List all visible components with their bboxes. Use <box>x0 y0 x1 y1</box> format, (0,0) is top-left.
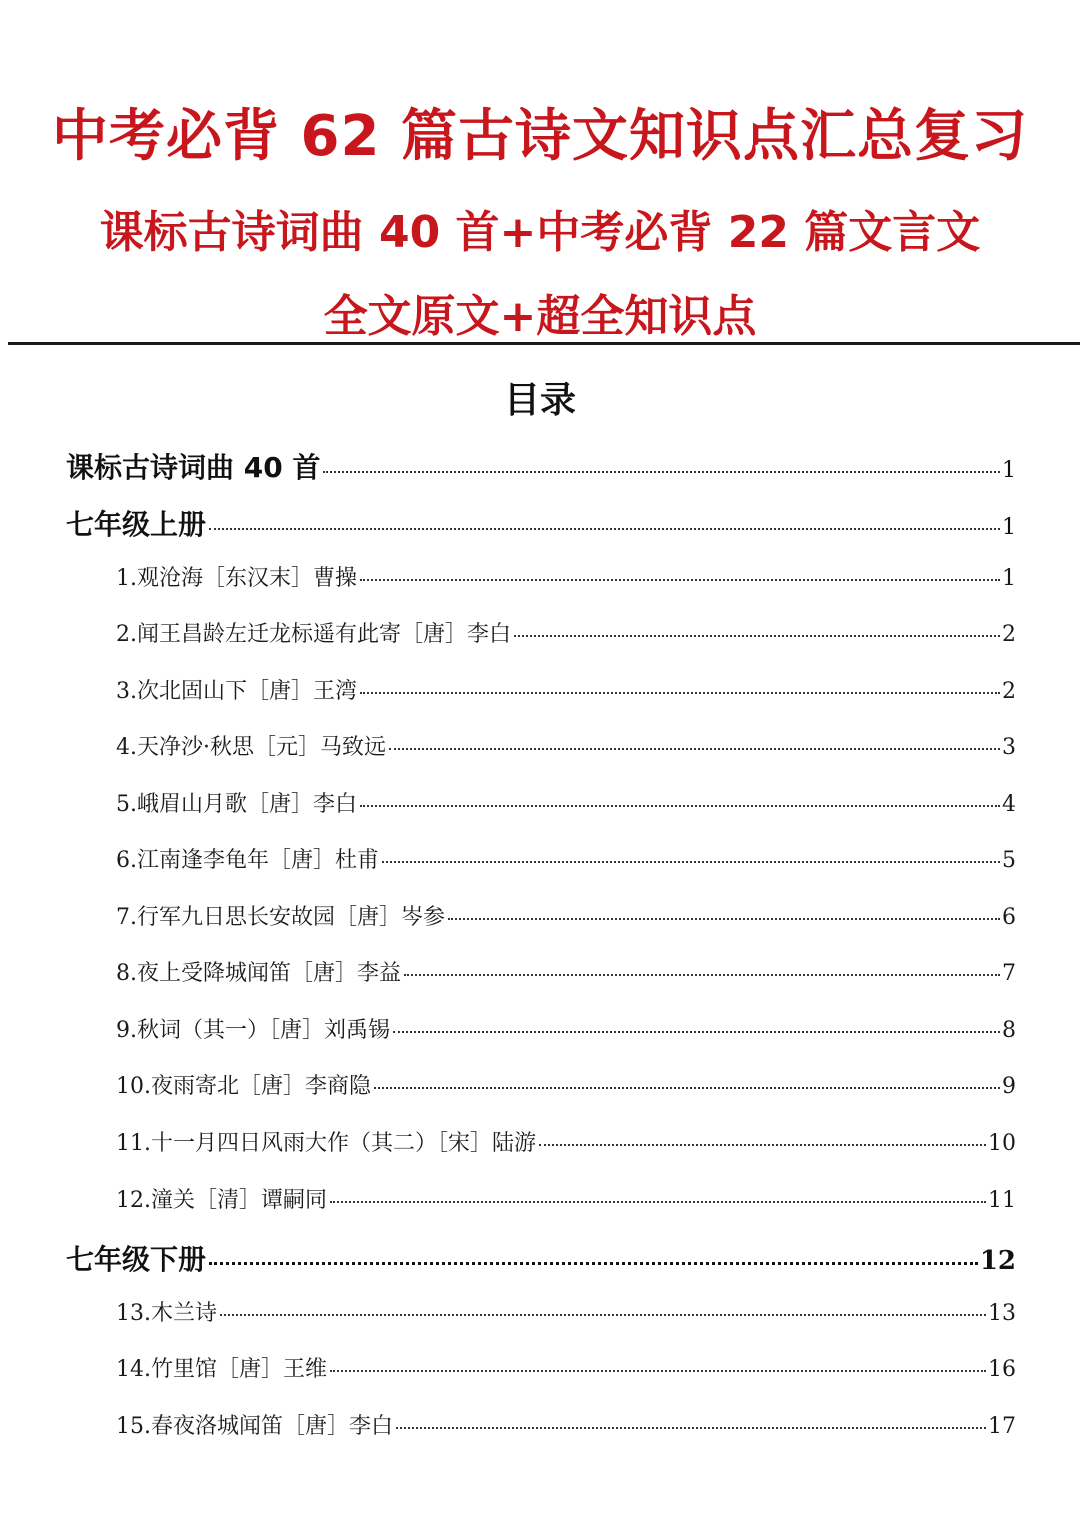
toc-entry-label: 14.竹里馆［唐］王维 <box>116 1357 327 1382</box>
toc-page-number: 2 <box>1002 679 1016 704</box>
toc-entry-label: 12.潼关［清］谭嗣同 <box>116 1188 327 1213</box>
toc-page-number: 9 <box>1002 1074 1016 1099</box>
toc-entry-label: 1.观沧海［东汉末］曹操 <box>116 566 357 591</box>
toc-entry-label: 课标古诗词曲 40 首 <box>66 451 321 484</box>
toc-section-poetry[interactable] <box>66 446 1016 486</box>
toc-item[interactable] <box>116 730 1016 761</box>
toc-page-number: 7 <box>1002 961 1016 986</box>
toc-page-number: 3 <box>1002 735 1016 760</box>
toc-item[interactable] <box>116 674 1016 705</box>
subtitle-secondary: 全文原文+超全知识点 <box>323 291 757 342</box>
dot-leader <box>404 974 1000 976</box>
toc-item[interactable] <box>116 561 1016 592</box>
dot-leader <box>514 635 1000 637</box>
toc-page-number: 16 <box>988 1357 1016 1382</box>
toc-item[interactable] <box>116 956 1016 987</box>
toc-item[interactable] <box>116 1296 1016 1327</box>
toc-entry-label: 9.秋词（其一）［唐］刘禹锡 <box>116 1018 390 1043</box>
toc-entry-label: 七年级上册 <box>66 508 207 541</box>
toc-section-grade7-vol2[interactable] <box>66 1238 1016 1278</box>
subtitle: 课标古诗词曲 40 首+中考必背 22 篇文言文 <box>99 207 981 258</box>
dot-leader <box>220 1314 986 1316</box>
toc-item[interactable] <box>116 1409 1016 1440</box>
dot-leader <box>360 579 1000 581</box>
dot-leader <box>209 528 1000 530</box>
dot-leader <box>360 805 1000 807</box>
toc-page-number: 12 <box>979 1246 1016 1276</box>
dot-leader <box>330 1201 986 1203</box>
toc-page-number: 4 <box>1002 792 1016 817</box>
dot-leader <box>209 1262 978 1265</box>
dot-leader <box>330 1370 986 1372</box>
toc-page-number: 5 <box>1002 848 1016 873</box>
toc-item[interactable] <box>116 787 1016 818</box>
toc-entry-label: 13.木兰诗 <box>116 1301 217 1326</box>
main-title: 中考必背 62 篇古诗文知识点汇总复习 <box>52 104 1028 169</box>
toc-entry-label: 5.峨眉山月歌［唐］李白 <box>116 792 357 817</box>
toc-entry-label: 15.春夜洛城闻笛［唐］李白 <box>116 1414 393 1439</box>
toc-page-number: 2 <box>1002 622 1016 647</box>
toc-item[interactable] <box>116 843 1016 874</box>
toc-entry-label: 7.行军九日思长安故园［唐］岑参 <box>116 905 445 930</box>
toc-page-number: 1 <box>1002 458 1016 483</box>
toc-entry-label: 6.江南逢李龟年［唐］杜甫 <box>116 848 379 873</box>
dot-leader <box>389 748 1000 750</box>
dot-leader <box>374 1087 1000 1089</box>
dot-leader <box>539 1144 986 1146</box>
toc-item[interactable] <box>116 900 1016 931</box>
toc-page-number: 11 <box>988 1188 1016 1213</box>
dot-leader <box>448 918 1000 920</box>
toc-item[interactable] <box>116 1126 1016 1157</box>
toc-entry-label: 七年级下册 <box>66 1243 207 1276</box>
toc-entry-label: 4.天净沙·秋思［元］马致远 <box>116 735 386 760</box>
toc-page-number: 1 <box>1002 515 1016 540</box>
dot-leader <box>360 692 1000 694</box>
toc-page-number: 1 <box>1002 566 1016 591</box>
toc-item[interactable] <box>116 1013 1016 1044</box>
toc-page-number: 13 <box>988 1301 1016 1326</box>
toc-section-grade7-vol1[interactable] <box>66 503 1016 543</box>
dot-leader <box>393 1031 1000 1033</box>
toc-entry-label: 8.夜上受降城闻笛［唐］李益 <box>116 961 401 986</box>
toc-page-number: 17 <box>988 1414 1016 1439</box>
toc-item[interactable] <box>116 1069 1016 1100</box>
dot-leader <box>382 861 1000 863</box>
toc-item[interactable] <box>116 1183 1016 1214</box>
dot-leader <box>323 471 1000 473</box>
toc-entry-label: 10.夜雨寄北［唐］李商隐 <box>116 1074 371 1099</box>
toc-entry-label: 2.闻王昌龄左迁龙标遥有此寄［唐］李白 <box>116 622 511 647</box>
toc-item[interactable] <box>116 1352 1016 1383</box>
toc-page-number: 8 <box>1002 1018 1016 1043</box>
dot-leader <box>396 1427 986 1429</box>
toc-item[interactable] <box>116 617 1016 648</box>
toc-heading: 目录 <box>503 380 576 421</box>
toc-page-number: 10 <box>988 1131 1016 1156</box>
toc-entry-label: 3.次北固山下［唐］王湾 <box>116 679 357 704</box>
toc-entry-label: 11.十一月四日风雨大作（其二）［宋］陆游 <box>116 1131 536 1156</box>
toc-page-number: 6 <box>1002 905 1016 930</box>
